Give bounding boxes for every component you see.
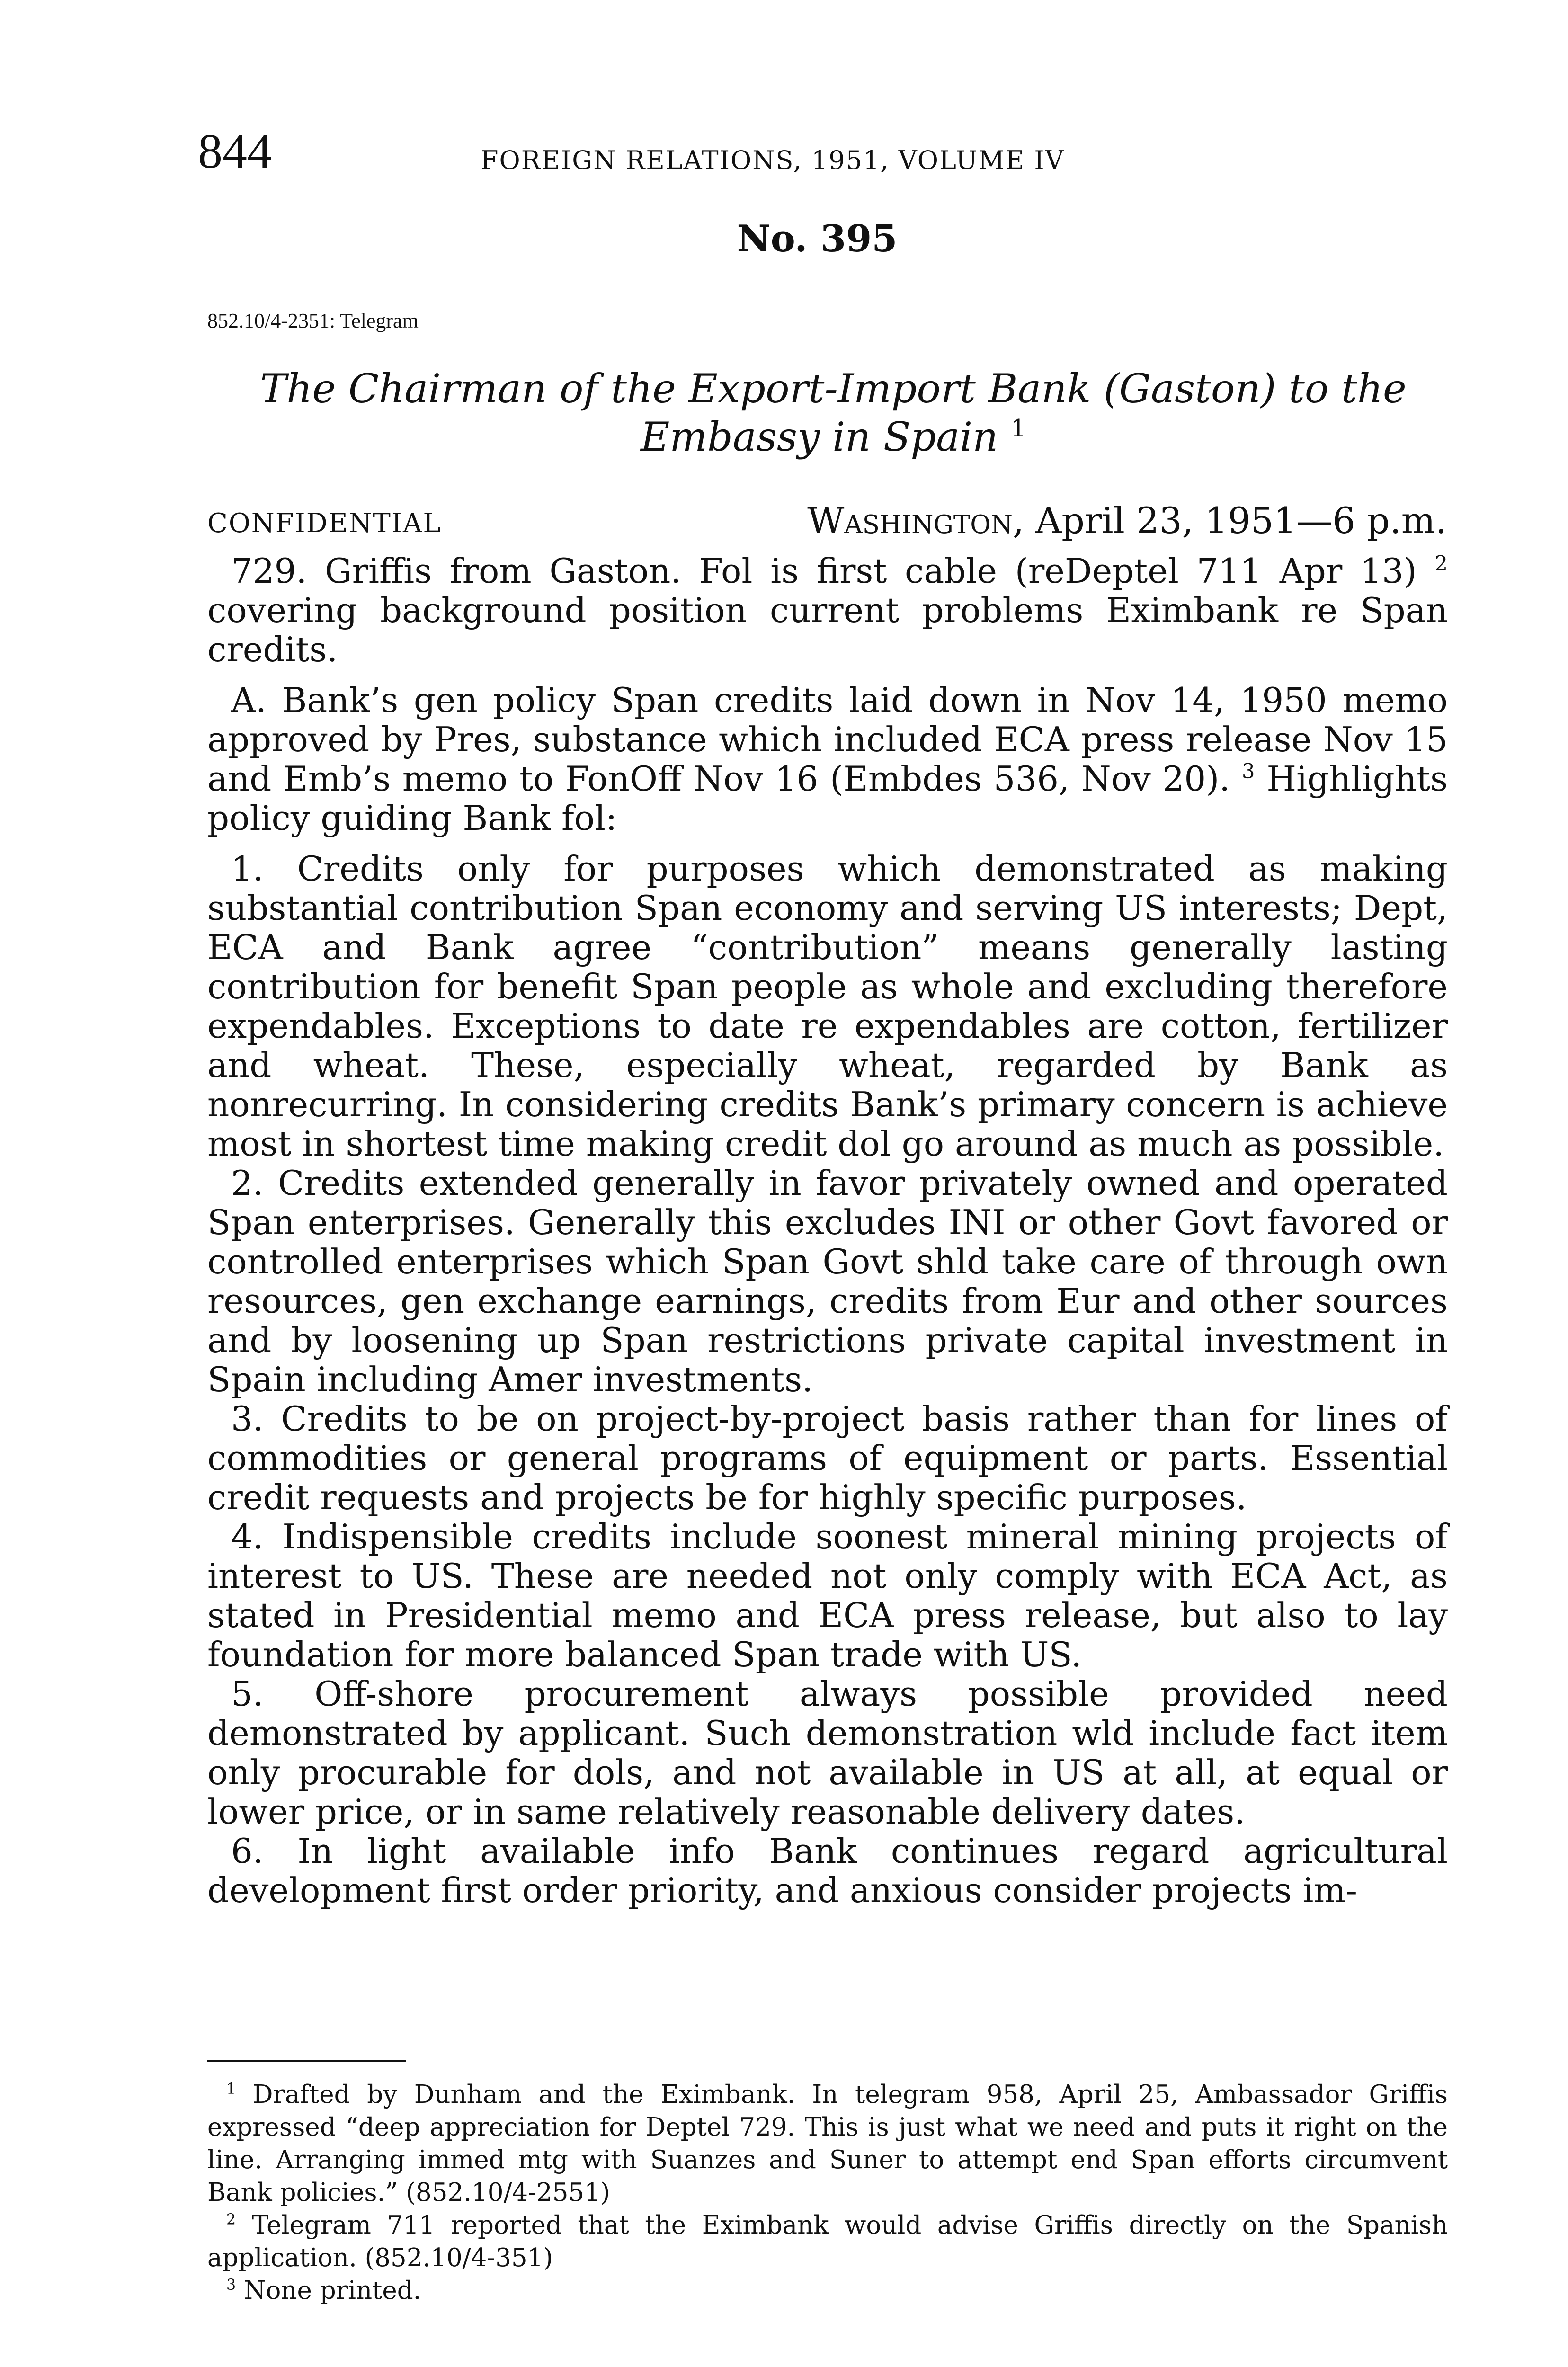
file-reference: 852.10/4-2351: Telegram [207, 309, 419, 332]
footnote-2 [207, 2209, 1448, 2274]
dateline [807, 499, 1447, 542]
dateline-place: Washington, [807, 499, 1025, 542]
footnote-divider [207, 2060, 406, 2062]
footnote-3 [207, 2274, 1448, 2307]
body-paragraph-intro [207, 552, 1448, 669]
body-paragraph-6: 6. In light available info Bank continues regard agricultural development first order priority, and anxious consider projects im- [207, 1831, 1448, 1910]
classification-label: CONFIDENTIAL [207, 508, 442, 539]
footnotes [207, 2078, 1448, 2307]
body-paragraph-1: 1. Credits only for purposes which demonstrated as making substantial contribution Span economy and serving US interests; Dept, ECA and Bank agree “contribution” means generally lasting contribution for benefit Span people as whole and excluding therefore expendables. Exceptions to date re expendables are cotton, fertilizer and wheat. These, especially wheat, regarded by Bank as nonrecurring. In considering credits Bank’s primary concern is achieve most in shortest time making credit dol go around as much as possible. [207, 849, 1448, 1164]
body-paragraph-3: 3. Credits to be on project-by-project basis rather than for lines of commodities or general programs of equipment or parts. Essential credit requests and projects be for highly specific purposes. [207, 1399, 1448, 1517]
body-paragraph-a [207, 681, 1448, 838]
running-head: FOREIGN RELATIONS, 1951, VOLUME IV [481, 145, 1065, 175]
footnote-text: Telegram 711 reported that the Eximbank would advise Griffis directly on the Spanish application. (852.10/4-351) [207, 2211, 1448, 2272]
footnote-marker: 1 [226, 2080, 236, 2098]
footnote-ref-1: 1 [1010, 414, 1026, 442]
body-paragraph-5: 5. Off-shore procurement always possible provided need demonstrated by applicant. Such demonstration wld include fact item only procurable for dols, and not available in US at all, at equal or lower price, or in same relatively reasonable delivery dates. [207, 1674, 1448, 1832]
paragraph-text: 729. Griffis from Gaston. Fol is first cable (reDeptel 711 Apr 13) [231, 551, 1417, 591]
document-heading [204, 365, 1463, 461]
footnote-text: Drafted by Dunham and the Eximbank. In telegram 958, April 25, Ambassador Griffis expressed “deep appreciation for Deptel 729. This is just what we need and puts it right on the line. Arranging immed mtg with Suanzes and Suner to attempt end Span efforts circumvent Bank policies.” (852.10/4-2551) [207, 2080, 1448, 2207]
telegram-body [207, 552, 1448, 1910]
paragraph-text: covering background position current problems Eximbank re Span credits. [207, 590, 1448, 669]
footnote-ref-3: 3 [1242, 760, 1255, 784]
dateline-date: April 23, 1951—6 p.m. [1035, 499, 1447, 542]
heading-text: The Chairman of the Export-Import Bank (Gaston) to the Embassy in Spain [260, 365, 1407, 460]
footnote-ref-2: 2 [1434, 552, 1448, 576]
footnote-text: None printed. [244, 2276, 421, 2305]
paragraph-text: Highlights policy guiding Bank fol: [207, 759, 1448, 838]
body-paragraph-2: 2. Credits extended generally in favor privately owned and operated Span enterprises. Generally this excludes INI or other Govt favored or controlled enterprises which Span Govt shld take care of through own resources, gen exchange earnings, credits from Eur and other sources and by loosening up Span restrictions private capital investment in Spain including Amer investments. [207, 1163, 1448, 1399]
document-number: No. 395 [737, 217, 898, 260]
page-number: 844 [198, 124, 272, 178]
body-paragraph-4: 4. Indispensible credits include soonest mineral mining projects of interest to US. These are needed not only comply with ECA Act, as stated in Presidential memo and ECA press release, but also to lay foundation for more balanced Span trade with US. [207, 1517, 1448, 1674]
paragraph-text: A. Bank’s gen policy Span credits laid down in Nov 14, 1950 memo approved by Pres, substance which included ECA press release Nov 15 and Emb’s memo to FonOff Nov 16 (Embdes 536, Nov 20). [207, 680, 1448, 799]
footnote-marker: 2 [226, 2210, 236, 2228]
footnote-marker: 3 [226, 2276, 236, 2294]
footnote-1 [207, 2078, 1448, 2209]
